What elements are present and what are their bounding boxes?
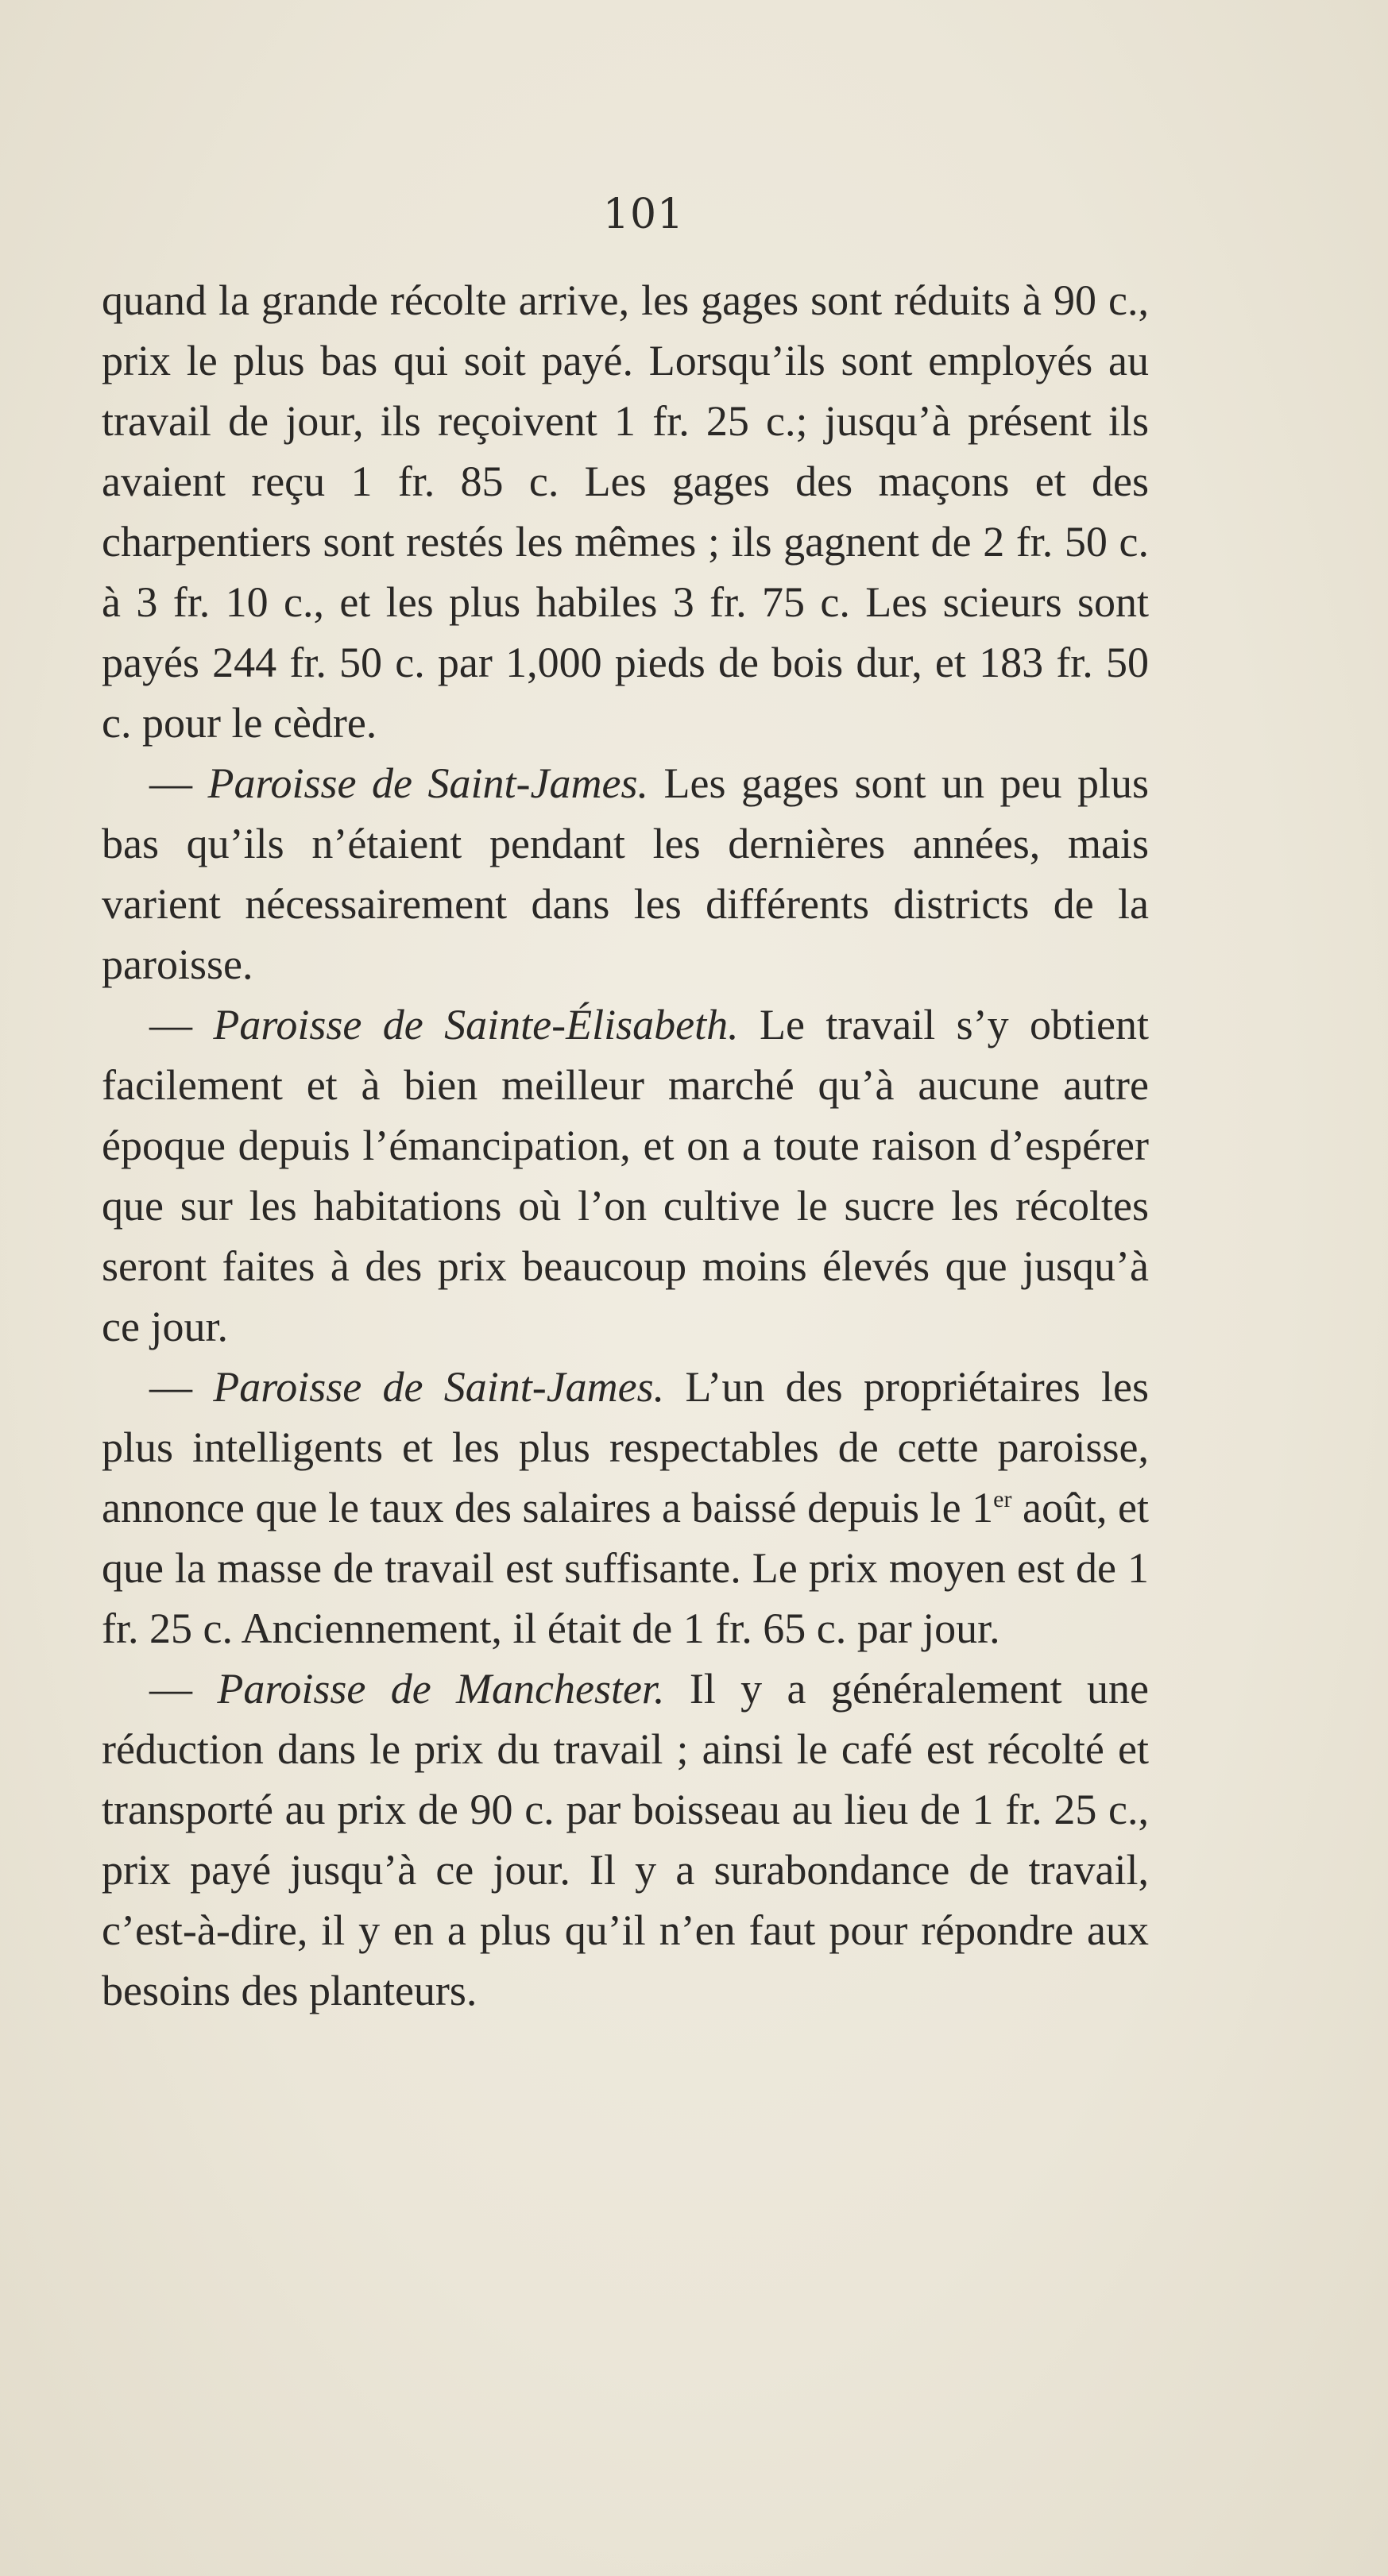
paragraph-5 <box>102 1659 1149 2021</box>
paragraph-3 <box>102 994 1149 1357</box>
parish-name: Paroisse de Saint-James. <box>213 1363 665 1411</box>
page-number: 101 <box>602 191 685 238</box>
paragraph-4 <box>102 1357 1149 1659</box>
parish-name: Paroisse de Sainte-Élisabeth. <box>213 1001 739 1049</box>
paragraph-text: Le travail s’y obtient facilement et à bien meilleur marché qu’à aucune autre époque depuis l’émancipation, et on a toute raison d’espérer que sur les habitations où l’on cultive le sucre les récoltes seront faites à des prix beaucoup moins élevés que jusqu’à ce jour. <box>102 1001 1149 1350</box>
superscript: er <box>993 1486 1012 1512</box>
paragraph-text: quand la grande récolte arrive, les gages sont réduits à 90 c., prix le plus bas qui soit payé. Lorsqu’ils sont employés au travail de jour, ils reçoivent 1 fr. 25 c.; jusqu’à présent ils avaient reçu 1 fr. 85 c. Les gages des maçons et des charpentiers sont restés les mêmes ; ils gagnent de 2 fr. 50 c. à 3 fr. 10 c., et les plus habiles 3 fr. 75 c. Les scieurs sont payés 244 fr. 50 c. par 1,000 pieds de bois dur, et 183 fr. 50 c. pour le cèdre. <box>102 276 1149 747</box>
paragraph-text-continued: août, et que la masse de travail est suffisante. Le prix moyen est de 1 fr. 25 c. Anciennement, il était de 1 fr. 65 c. par jour. <box>102 1484 1149 1652</box>
parish-name: Paroisse de Manchester. <box>217 1665 665 1713</box>
em-dash: — <box>149 1001 214 1049</box>
paragraph-text: L’un des propriétaires les plus intelligents et les plus respectables de cette paroisse, annonce que le taux des salaires a baissé depuis le 1 <box>102 1363 1150 1531</box>
paragraph-text: Les gages sont un peu plus bas qu’ils n’étaient pendant les dernières années, mais varient nécessairement dans les différents districts de la paroisse. <box>102 759 1150 988</box>
parish-name: Paroisse de Saint-James. <box>207 759 648 807</box>
paragraph-1 <box>102 270 1149 753</box>
em-dash: — <box>149 1363 214 1411</box>
em-dash: — <box>149 1665 218 1713</box>
body-text <box>102 270 1149 2021</box>
paragraph-text: Il y a généralement une réduction dans le prix du travail ; ainsi le café est récolté et transporté au prix de 90 c. par boisseau au lieu de 1 fr. 25 c., prix payé jusqu’à ce jour. Il y a surabondance de travail, c’est-à-dire, il y en a plus qu’il n’en faut pour répondre aux besoins des planteurs. <box>102 1665 1149 2014</box>
em-dash: — <box>149 759 208 807</box>
paragraph-2 <box>102 753 1149 994</box>
